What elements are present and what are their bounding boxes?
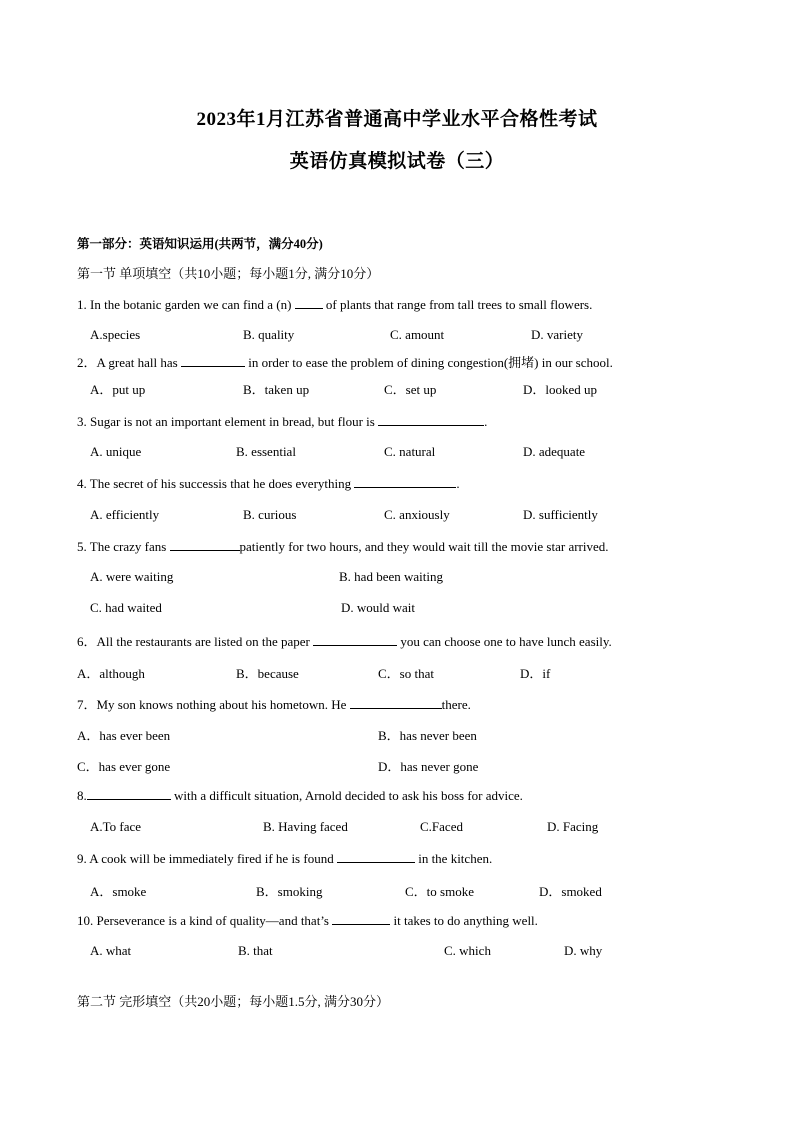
answer-blank bbox=[332, 912, 390, 925]
question-2 bbox=[77, 352, 613, 371]
option-a: A．although bbox=[77, 666, 145, 681]
option-d: D. sufficiently bbox=[523, 507, 598, 522]
exam-title: 2023年1月江苏省普通高中学业水平合格性考试 bbox=[196, 109, 598, 130]
option-c: C. natural bbox=[384, 444, 436, 459]
option-a: A. were waiting bbox=[90, 569, 174, 584]
question-stem: . bbox=[484, 414, 488, 429]
option-c: C．to smoke bbox=[405, 884, 474, 899]
part1-heading: 第一部分：英语知识运用(共两节，满分40分) bbox=[77, 237, 323, 251]
exam-subtitle: 英语仿真模拟试卷（三） bbox=[289, 151, 505, 172]
option-a: A.To face bbox=[90, 819, 142, 834]
option-b: B. that bbox=[238, 943, 273, 958]
option-a: A．smoke bbox=[90, 884, 147, 899]
option-d: D．has never gone bbox=[378, 759, 479, 774]
option-c: C. which bbox=[444, 943, 491, 958]
question-stem: 5. The crazy fans bbox=[77, 539, 170, 554]
option-c: C．so that bbox=[378, 666, 434, 681]
question-stem: of plants that range from tall trees to small flowers. bbox=[322, 297, 593, 312]
question-stem: in order to ease the problem of dining congestion(拥堵) in our school. bbox=[244, 355, 613, 370]
question-stem: 9. A cook will be immediately fired if he is found bbox=[77, 851, 337, 866]
answer-blank bbox=[313, 633, 397, 646]
question-10 bbox=[77, 912, 538, 929]
option-c: C. anxiously bbox=[384, 507, 450, 522]
question-stem: 4. The secret of his successis that he does everything bbox=[77, 476, 355, 491]
option-d: D. Facing bbox=[547, 819, 599, 834]
question-7 bbox=[77, 694, 471, 713]
option-c: C．set up bbox=[384, 382, 437, 397]
option-a: A．has ever been bbox=[77, 728, 171, 743]
option-d: D．if bbox=[520, 666, 551, 681]
question-stem: 1. In the botanic garden we can find a (n) bbox=[77, 297, 295, 312]
option-d: D. why bbox=[564, 943, 603, 958]
question-stem: patiently for two hours, and they would wait till the movie star arrived. bbox=[239, 539, 609, 554]
question-stem: there. bbox=[441, 697, 471, 712]
option-c: C. amount bbox=[390, 327, 445, 342]
question-9 bbox=[77, 850, 492, 867]
option-d: D. adequate bbox=[523, 444, 586, 459]
option-a: A. what bbox=[90, 943, 132, 958]
answer-blank bbox=[354, 475, 456, 488]
option-b: B. quality bbox=[243, 327, 295, 342]
answer-blank bbox=[87, 787, 171, 800]
question-stem: 6．All the restaurants are listed on the paper bbox=[77, 634, 314, 649]
question-stem: 2．A great hall has bbox=[77, 355, 181, 370]
question-8 bbox=[77, 787, 523, 804]
answer-blank bbox=[181, 354, 245, 367]
question-stem: it takes to do anything well. bbox=[390, 913, 538, 928]
section1-heading: 第一节 单项填空（共10小题；每小题1分, 满分10分） bbox=[77, 266, 380, 281]
option-a: A.species bbox=[90, 327, 141, 342]
question-stem: 3. Sugar is not an important element in bread, but flour is bbox=[77, 414, 379, 429]
option-b: B. Having faced bbox=[263, 819, 348, 834]
question-stem: 7．My son knows nothing about his hometown. He bbox=[77, 697, 350, 712]
option-d: D. would wait bbox=[341, 600, 416, 615]
question-6 bbox=[77, 631, 612, 650]
option-d: D．looked up bbox=[523, 382, 598, 397]
answer-blank bbox=[337, 850, 415, 863]
option-d: D．smoked bbox=[539, 884, 602, 899]
option-c: C. had waited bbox=[90, 600, 162, 615]
option-a: A．put up bbox=[90, 382, 146, 397]
option-b: B．smoking bbox=[256, 884, 323, 899]
question-1 bbox=[77, 296, 592, 313]
option-b: B. had been waiting bbox=[339, 569, 443, 584]
answer-blank bbox=[378, 413, 484, 426]
question-stem: in the kitchen. bbox=[414, 851, 493, 866]
option-b: B．because bbox=[236, 666, 299, 681]
option-b: B．has never been bbox=[378, 728, 477, 743]
question-stem: with a difficult situation, Arnold decided to ask his boss for advice. bbox=[170, 788, 523, 803]
question-stem: 10. Perseverance is a kind of quality—and that’s bbox=[77, 913, 333, 928]
answer-blank bbox=[350, 696, 442, 709]
section2-heading: 第二节 完形填空（共20小题；每小题1.5分, 满分30分） bbox=[77, 994, 390, 1009]
option-b: B．taken up bbox=[243, 382, 310, 397]
question-stem: you can choose one to have lunch easily. bbox=[397, 634, 612, 649]
answer-blank bbox=[170, 538, 240, 551]
question-stem: 8. bbox=[77, 788, 87, 803]
option-b: B. curious bbox=[243, 507, 297, 522]
option-a: A. unique bbox=[90, 444, 142, 459]
question-4 bbox=[77, 475, 460, 492]
question-5 bbox=[77, 538, 609, 555]
question-stem: . bbox=[456, 476, 460, 491]
answer-blank bbox=[295, 296, 323, 309]
option-d: D. variety bbox=[531, 327, 583, 342]
option-c: C．has ever gone bbox=[77, 759, 171, 774]
option-a: A. efficiently bbox=[90, 507, 160, 522]
option-b: B. essential bbox=[236, 444, 296, 459]
question-3 bbox=[77, 413, 487, 430]
option-c: C.Faced bbox=[420, 819, 463, 834]
